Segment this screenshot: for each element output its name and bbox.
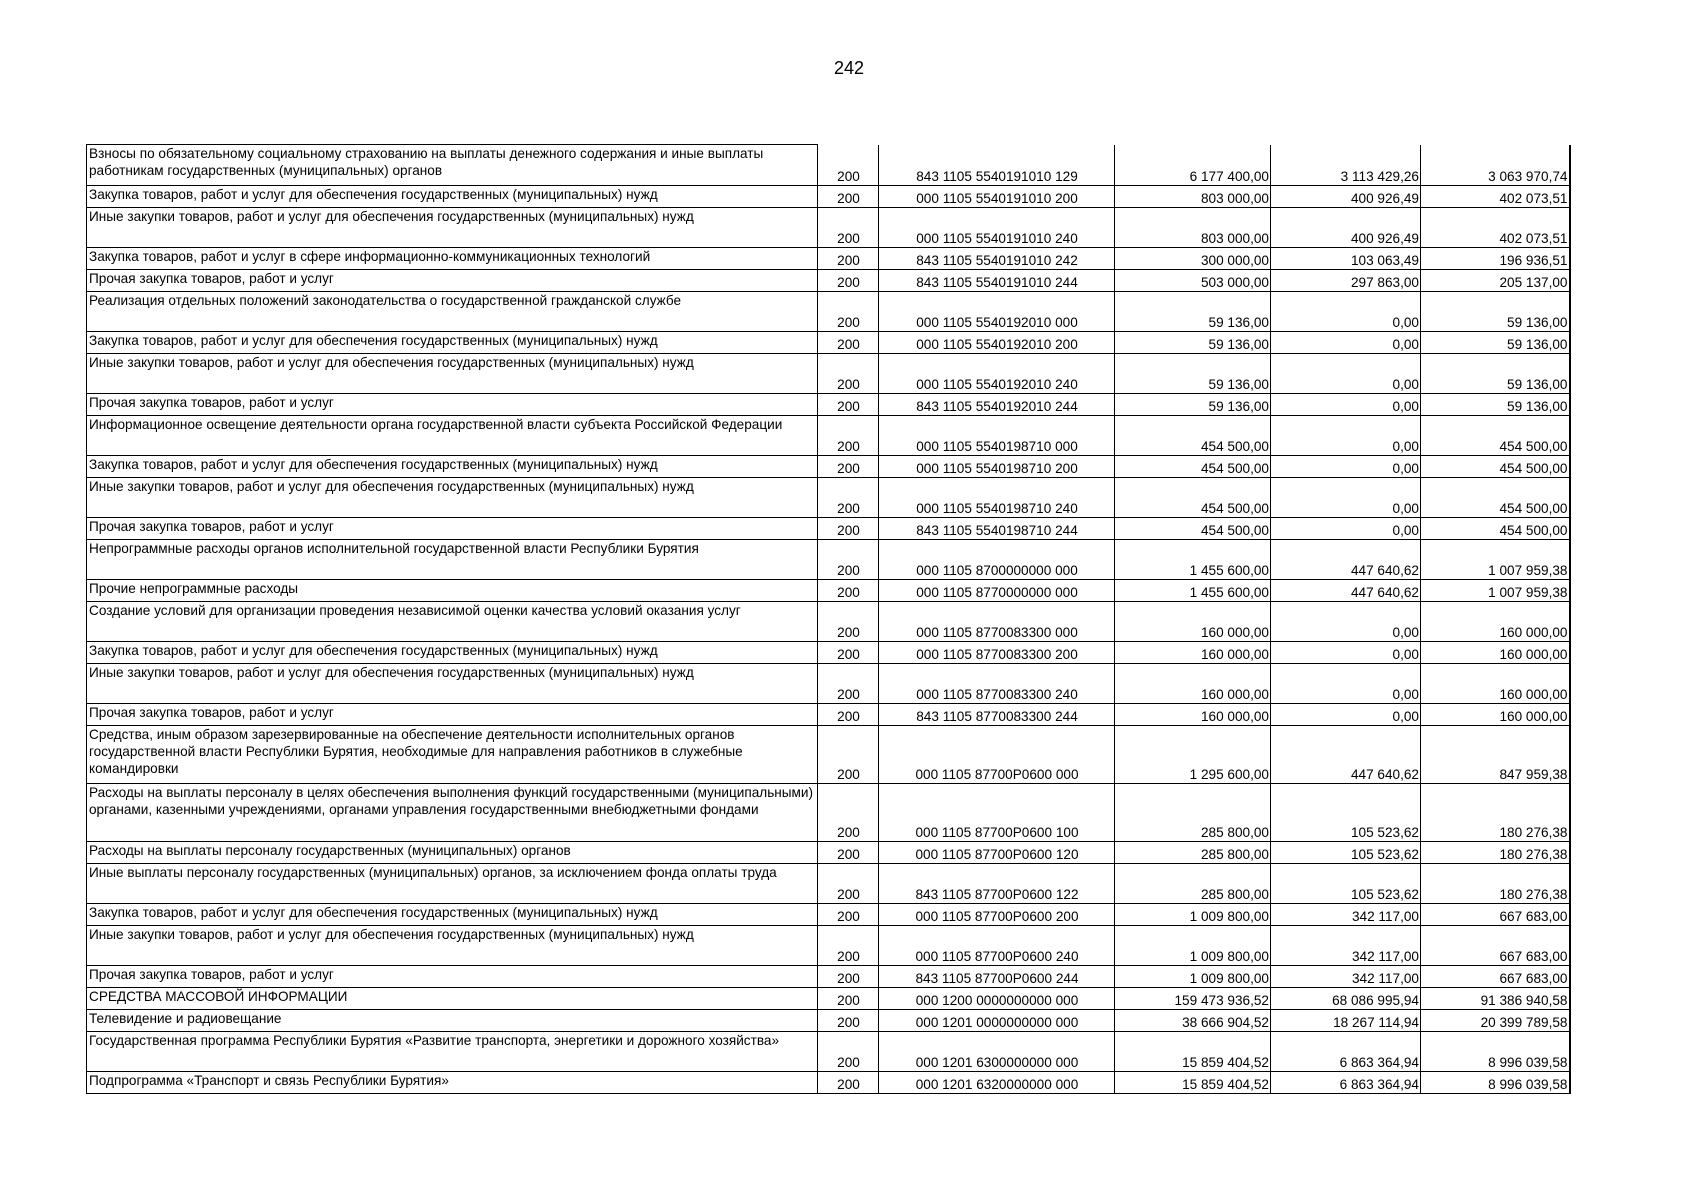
row-executed-cell: 6 863 364,94 <box>1271 1032 1421 1072</box>
table-row <box>87 478 1570 518</box>
row-code-cell: 000 1105 87700Р0600 000 <box>879 726 1115 784</box>
table-row <box>87 456 1570 478</box>
row-planned-cell: 285 800,00 <box>1115 842 1271 864</box>
row-remaining-cell: 59 136,00 <box>1421 292 1570 332</box>
row-name-cell: Прочие непрограммные расходы <box>87 580 818 602</box>
row-remaining-cell: 847 959,38 <box>1421 726 1570 784</box>
row-code-cell: 000 1105 5540191010 200 <box>879 186 1115 208</box>
row-name-cell: Взносы по обязательному социальному страхованию на выплаты денежного содержания и иные выплаты работникам государственных (муниципальных) органов <box>87 145 818 186</box>
row-remaining-cell: 59 136,00 <box>1421 394 1570 416</box>
row-executed-cell: 0,00 <box>1271 704 1421 726</box>
row-section-cell: 200 <box>818 904 879 926</box>
row-name-cell: Прочая закупка товаров, работ и услуг <box>87 270 818 292</box>
row-planned-cell: 285 800,00 <box>1115 784 1271 842</box>
row-executed-cell: 18 267 114,94 <box>1271 1010 1421 1032</box>
row-remaining-cell: 91 386 940,58 <box>1421 988 1570 1010</box>
row-planned-cell: 59 136,00 <box>1115 332 1271 354</box>
row-executed-cell: 3 113 429,26 <box>1271 145 1421 186</box>
row-planned-cell: 285 800,00 <box>1115 864 1271 904</box>
row-section-cell: 200 <box>818 208 879 248</box>
table-body <box>87 145 1570 1094</box>
row-code-cell: 843 1105 8770083300 244 <box>879 704 1115 726</box>
table-row <box>87 1010 1570 1032</box>
row-planned-cell: 159 473 936,52 <box>1115 988 1271 1010</box>
row-name-cell: Закупка товаров, работ и услуг в сфере информационно-коммуникационных технологий <box>87 248 818 270</box>
row-name-cell: Закупка товаров, работ и услуг для обеспечения государственных (муниципальных) нужд <box>87 642 818 664</box>
row-name-cell: Иные закупки товаров, работ и услуг для обеспечения государственных (муниципальных) нужд <box>87 478 818 518</box>
row-section-cell: 200 <box>818 664 879 704</box>
row-code-cell: 000 1105 5540198710 200 <box>879 456 1115 478</box>
row-section-cell: 200 <box>818 518 879 540</box>
row-planned-cell: 1 009 800,00 <box>1115 926 1271 966</box>
row-section-cell: 200 <box>818 1010 879 1032</box>
table-row <box>87 642 1570 664</box>
table-row <box>87 540 1570 580</box>
row-planned-cell: 1 295 600,00 <box>1115 726 1271 784</box>
row-section-cell: 200 <box>818 704 879 726</box>
row-planned-cell: 160 000,00 <box>1115 602 1271 642</box>
row-name-cell: Создание условий для организации проведения независимой оценки качества условий оказания услуг <box>87 602 818 642</box>
table-row <box>87 518 1570 540</box>
table-row <box>87 394 1570 416</box>
row-code-cell: 843 1105 5540198710 244 <box>879 518 1115 540</box>
table-row <box>87 664 1570 704</box>
row-code-cell: 000 1201 0000000000 000 <box>879 1010 1115 1032</box>
row-executed-cell: 0,00 <box>1271 332 1421 354</box>
row-section-cell: 200 <box>818 966 879 988</box>
row-executed-cell: 6 863 364,94 <box>1271 1072 1421 1094</box>
row-section-cell: 200 <box>818 186 879 208</box>
row-remaining-cell: 160 000,00 <box>1421 704 1570 726</box>
row-executed-cell: 105 523,62 <box>1271 842 1421 864</box>
row-name-cell: Иные закупки товаров, работ и услуг для обеспечения государственных (муниципальных) нужд <box>87 664 818 704</box>
row-code-cell: 000 1201 6320000000 000 <box>879 1072 1115 1094</box>
row-remaining-cell: 1 007 959,38 <box>1421 540 1570 580</box>
row-name-cell: Иные выплаты персоналу государственных (муниципальных) органов, за исключением фонда оплаты труда <box>87 864 818 904</box>
table-row <box>87 248 1570 270</box>
row-code-cell: 000 1200 0000000000 000 <box>879 988 1115 1010</box>
row-code-cell: 000 1105 8770083300 200 <box>879 642 1115 664</box>
row-code-cell: 000 1105 8700000000 000 <box>879 540 1115 580</box>
table-row <box>87 726 1570 784</box>
row-remaining-cell: 454 500,00 <box>1421 456 1570 478</box>
table-row <box>87 1032 1570 1072</box>
row-executed-cell: 0,00 <box>1271 416 1421 456</box>
row-code-cell: 000 1105 8770000000 000 <box>879 580 1115 602</box>
row-planned-cell: 454 500,00 <box>1115 518 1271 540</box>
row-name-cell: Прочая закупка товаров, работ и услуг <box>87 704 818 726</box>
row-remaining-cell: 180 276,38 <box>1421 842 1570 864</box>
row-remaining-cell: 59 136,00 <box>1421 332 1570 354</box>
table-row <box>87 988 1570 1010</box>
table-row <box>87 966 1570 988</box>
row-section-cell: 200 <box>818 332 879 354</box>
row-section-cell: 200 <box>818 145 879 186</box>
row-section-cell: 200 <box>818 926 879 966</box>
table-row <box>87 842 1570 864</box>
row-planned-cell: 15 859 404,52 <box>1115 1072 1271 1094</box>
row-planned-cell: 59 136,00 <box>1115 354 1271 394</box>
table-row <box>87 208 1570 248</box>
table-row <box>87 186 1570 208</box>
row-planned-cell: 803 000,00 <box>1115 208 1271 248</box>
row-name-cell: Непрограммные расходы органов исполнительной государственной власти Республики Бурятия <box>87 540 818 580</box>
row-name-cell: Иные закупки товаров, работ и услуг для обеспечения государственных (муниципальных) нужд <box>87 354 818 394</box>
row-executed-cell: 0,00 <box>1271 664 1421 704</box>
row-name-cell: Закупка товаров, работ и услуг для обеспечения государственных (муниципальных) нужд <box>87 456 818 478</box>
row-executed-cell: 105 523,62 <box>1271 864 1421 904</box>
row-remaining-cell: 8 996 039,58 <box>1421 1032 1570 1072</box>
row-executed-cell: 342 117,00 <box>1271 966 1421 988</box>
row-executed-cell: 400 926,49 <box>1271 208 1421 248</box>
row-remaining-cell: 20 399 789,58 <box>1421 1010 1570 1032</box>
row-section-cell: 200 <box>818 478 879 518</box>
row-planned-cell: 300 000,00 <box>1115 248 1271 270</box>
table-row <box>87 926 1570 966</box>
row-name-cell: Подпрограмма «Транспорт и связь Республики Бурятия» <box>87 1072 818 1094</box>
row-code-cell: 000 1201 6300000000 000 <box>879 1032 1115 1072</box>
row-section-cell: 200 <box>818 580 879 602</box>
row-section-cell: 200 <box>818 394 879 416</box>
row-executed-cell: 0,00 <box>1271 642 1421 664</box>
row-code-cell: 000 1105 87700Р0600 240 <box>879 926 1115 966</box>
row-remaining-cell: 160 000,00 <box>1421 642 1570 664</box>
row-name-cell: Средства, иным образом зарезервированные на обеспечение деятельности исполнительных органов государственной власти Республики Бурятия, необходимые для направления работников в служебные командировки <box>87 726 818 784</box>
table-row <box>87 354 1570 394</box>
row-name-cell: Закупка товаров, работ и услуг для обеспечения государственных (муниципальных) нужд <box>87 186 818 208</box>
row-executed-cell: 447 640,62 <box>1271 580 1421 602</box>
table-row <box>87 416 1570 456</box>
row-name-cell: Расходы на выплаты персоналу государственных (муниципальных) органов <box>87 842 818 864</box>
row-remaining-cell: 402 073,51 <box>1421 186 1570 208</box>
budget-table <box>86 144 1571 1094</box>
row-section-cell: 200 <box>818 1072 879 1094</box>
row-code-cell: 000 1105 5540192010 200 <box>879 332 1115 354</box>
row-planned-cell: 160 000,00 <box>1115 664 1271 704</box>
table-row <box>87 784 1570 842</box>
row-name-cell: Расходы на выплаты персоналу в целях обеспечения выполнения функций государственными (муниципальными) органами, казенными учреждениями, органами управления государственными внебюджетными фондами <box>87 784 818 842</box>
row-remaining-cell: 205 137,00 <box>1421 270 1570 292</box>
row-section-cell: 200 <box>818 784 879 842</box>
row-planned-cell: 454 500,00 <box>1115 478 1271 518</box>
row-remaining-cell: 454 500,00 <box>1421 416 1570 456</box>
row-code-cell: 000 1105 5540191010 240 <box>879 208 1115 248</box>
row-section-cell: 200 <box>818 248 879 270</box>
row-remaining-cell: 8 996 039,58 <box>1421 1072 1570 1094</box>
row-executed-cell: 447 640,62 <box>1271 540 1421 580</box>
row-executed-cell: 0,00 <box>1271 354 1421 394</box>
row-name-cell: Иные закупки товаров, работ и услуг для обеспечения государственных (муниципальных) нужд <box>87 208 818 248</box>
table-row <box>87 864 1570 904</box>
row-code-cell: 000 1105 5540198710 240 <box>879 478 1115 518</box>
row-name-cell: Телевидение и радиовещание <box>87 1010 818 1032</box>
row-planned-cell: 38 666 904,52 <box>1115 1010 1271 1032</box>
row-executed-cell: 0,00 <box>1271 518 1421 540</box>
row-code-cell: 843 1105 5540192010 244 <box>879 394 1115 416</box>
row-executed-cell: 400 926,49 <box>1271 186 1421 208</box>
row-planned-cell: 15 859 404,52 <box>1115 1032 1271 1072</box>
row-planned-cell: 1 009 800,00 <box>1115 904 1271 926</box>
row-section-cell: 200 <box>818 988 879 1010</box>
row-executed-cell: 342 117,00 <box>1271 926 1421 966</box>
table-row <box>87 332 1570 354</box>
row-section-cell: 200 <box>818 602 879 642</box>
table-row <box>87 580 1570 602</box>
row-planned-cell: 6 177 400,00 <box>1115 145 1271 186</box>
row-code-cell: 000 1105 87700Р0600 100 <box>879 784 1115 842</box>
row-executed-cell: 103 063,49 <box>1271 248 1421 270</box>
row-planned-cell: 503 000,00 <box>1115 270 1271 292</box>
row-code-cell: 000 1105 87700Р0600 120 <box>879 842 1115 864</box>
row-section-cell: 200 <box>818 642 879 664</box>
row-executed-cell: 68 086 995,94 <box>1271 988 1421 1010</box>
row-remaining-cell: 667 683,00 <box>1421 966 1570 988</box>
row-executed-cell: 0,00 <box>1271 394 1421 416</box>
table-row <box>87 904 1570 926</box>
row-name-cell: Закупка товаров, работ и услуг для обеспечения государственных (муниципальных) нужд <box>87 904 818 926</box>
row-remaining-cell: 180 276,38 <box>1421 784 1570 842</box>
table-row <box>87 1072 1570 1094</box>
row-name-cell: Государственная программа Республики Бурятия «Развитие транспорта, энергетики и дорожного хозяйства» <box>87 1032 818 1072</box>
table-row <box>87 602 1570 642</box>
row-code-cell: 000 1105 87700Р0600 200 <box>879 904 1115 926</box>
row-code-cell: 843 1105 5540191010 242 <box>879 248 1115 270</box>
row-planned-cell: 160 000,00 <box>1115 704 1271 726</box>
row-code-cell: 000 1105 5540192010 240 <box>879 354 1115 394</box>
row-section-cell: 200 <box>818 540 879 580</box>
row-code-cell: 000 1105 5540192010 000 <box>879 292 1115 332</box>
row-executed-cell: 0,00 <box>1271 456 1421 478</box>
row-code-cell: 000 1105 8770083300 000 <box>879 602 1115 642</box>
row-executed-cell: 0,00 <box>1271 602 1421 642</box>
row-remaining-cell: 454 500,00 <box>1421 518 1570 540</box>
row-section-cell: 200 <box>818 1032 879 1072</box>
row-name-cell: Прочая закупка товаров, работ и услуг <box>87 394 818 416</box>
row-planned-cell: 454 500,00 <box>1115 416 1271 456</box>
row-planned-cell: 1 455 600,00 <box>1115 540 1271 580</box>
row-name-cell: Прочая закупка товаров, работ и услуг <box>87 518 818 540</box>
row-section-cell: 200 <box>818 292 879 332</box>
row-name-cell: Реализация отдельных положений законодательства о государственной гражданской службе <box>87 292 818 332</box>
row-section-cell: 200 <box>818 842 879 864</box>
row-executed-cell: 105 523,62 <box>1271 784 1421 842</box>
row-name-cell: СРЕДСТВА МАССОВОЙ ИНФОРМАЦИИ <box>87 988 818 1010</box>
row-executed-cell: 342 117,00 <box>1271 904 1421 926</box>
row-name-cell: Закупка товаров, работ и услуг для обеспечения государственных (муниципальных) нужд <box>87 332 818 354</box>
row-section-cell: 200 <box>818 270 879 292</box>
row-section-cell: 200 <box>818 354 879 394</box>
row-remaining-cell: 667 683,00 <box>1421 926 1570 966</box>
row-planned-cell: 160 000,00 <box>1115 642 1271 664</box>
row-remaining-cell: 59 136,00 <box>1421 354 1570 394</box>
row-planned-cell: 1 455 600,00 <box>1115 580 1271 602</box>
row-planned-cell: 803 000,00 <box>1115 186 1271 208</box>
row-planned-cell: 59 136,00 <box>1115 394 1271 416</box>
row-remaining-cell: 196 936,51 <box>1421 248 1570 270</box>
row-code-cell: 843 1105 87700Р0600 122 <box>879 864 1115 904</box>
row-remaining-cell: 454 500,00 <box>1421 478 1570 518</box>
row-planned-cell: 454 500,00 <box>1115 456 1271 478</box>
table-row <box>87 145 1570 186</box>
row-executed-cell: 447 640,62 <box>1271 726 1421 784</box>
row-code-cell: 000 1105 5540198710 000 <box>879 416 1115 456</box>
row-section-cell: 200 <box>818 864 879 904</box>
row-section-cell: 200 <box>818 726 879 784</box>
row-executed-cell: 297 863,00 <box>1271 270 1421 292</box>
row-remaining-cell: 3 063 970,74 <box>1421 145 1570 186</box>
row-remaining-cell: 160 000,00 <box>1421 664 1570 704</box>
row-remaining-cell: 180 276,38 <box>1421 864 1570 904</box>
table-row <box>87 292 1570 332</box>
row-executed-cell: 0,00 <box>1271 292 1421 332</box>
row-remaining-cell: 160 000,00 <box>1421 602 1570 642</box>
row-remaining-cell: 1 007 959,38 <box>1421 580 1570 602</box>
row-remaining-cell: 402 073,51 <box>1421 208 1570 248</box>
row-section-cell: 200 <box>818 456 879 478</box>
row-section-cell: 200 <box>818 416 879 456</box>
row-code-cell: 843 1105 87700Р0600 244 <box>879 966 1115 988</box>
row-name-cell: Информационное освещение деятельности органа государственной власти субъекта Российской Федерации <box>87 416 818 456</box>
row-code-cell: 843 1105 5540191010 244 <box>879 270 1115 292</box>
row-executed-cell: 0,00 <box>1271 478 1421 518</box>
table-row <box>87 270 1570 292</box>
row-planned-cell: 59 136,00 <box>1115 292 1271 332</box>
row-code-cell: 843 1105 5540191010 129 <box>879 145 1115 186</box>
row-name-cell: Иные закупки товаров, работ и услуг для обеспечения государственных (муниципальных) нужд <box>87 926 818 966</box>
row-planned-cell: 1 009 800,00 <box>1115 966 1271 988</box>
row-code-cell: 000 1105 8770083300 240 <box>879 664 1115 704</box>
row-name-cell: Прочая закупка товаров, работ и услуг <box>87 966 818 988</box>
table-row <box>87 704 1570 726</box>
row-remaining-cell: 667 683,00 <box>1421 904 1570 926</box>
page-number: 242 <box>833 58 865 78</box>
